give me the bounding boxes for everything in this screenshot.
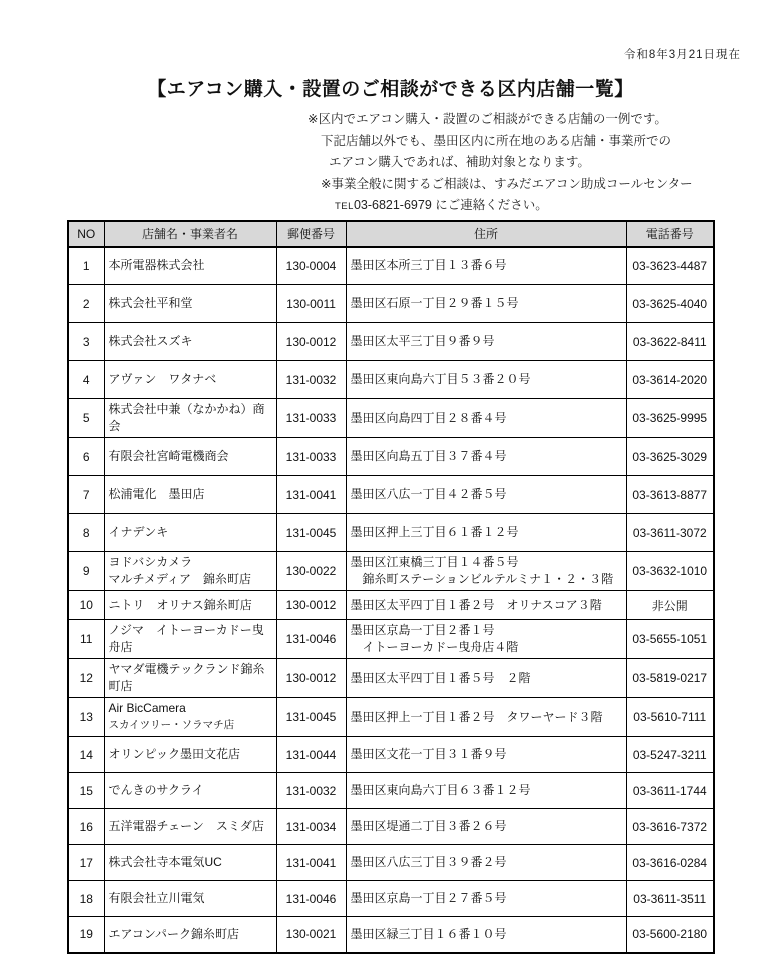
cell-postal-code: 131-0033 bbox=[276, 438, 346, 476]
table-row bbox=[68, 591, 714, 620]
cell-phone: 03-5600-2180 bbox=[626, 917, 714, 953]
table-row bbox=[68, 514, 714, 552]
date-note: 令和8年3月21日現在 bbox=[623, 49, 741, 61]
cell-postal-code: 130-0012 bbox=[276, 323, 346, 361]
cell-no: 19 bbox=[68, 917, 104, 953]
table-row bbox=[68, 552, 714, 591]
table-row bbox=[68, 737, 714, 773]
cell-postal-code: 130-0021 bbox=[276, 917, 346, 953]
table-row bbox=[68, 438, 714, 476]
cell-postal-code: 131-0034 bbox=[276, 809, 346, 845]
cell-phone: 03-5819-0217 bbox=[626, 659, 714, 698]
cell-postal-code: 131-0045 bbox=[276, 698, 346, 737]
cell-no: 1 bbox=[68, 247, 104, 285]
cell-store-name: アヴァン ワタナベ bbox=[104, 361, 276, 399]
cell-phone: 03-3625-3029 bbox=[626, 438, 714, 476]
tel-number: 03-6821-6979 にご連絡ください。 bbox=[353, 198, 548, 212]
header-cell-address: 住所 bbox=[346, 221, 626, 247]
cell-store-name: ノジマ イトーヨーカドー曳舟店 bbox=[104, 620, 276, 659]
cell-no: 2 bbox=[68, 285, 104, 323]
cell-phone: 03-3614-2020 bbox=[626, 361, 714, 399]
cell-no: 4 bbox=[68, 361, 104, 399]
table-row bbox=[68, 659, 714, 698]
table-row bbox=[68, 285, 714, 323]
table-row bbox=[68, 323, 714, 361]
cell-address: 墨田区太平三丁目９番９号 bbox=[346, 323, 626, 361]
cell-postal-code: 130-0012 bbox=[276, 591, 346, 620]
table-row bbox=[68, 917, 714, 953]
table-row bbox=[68, 809, 714, 845]
store-table-body bbox=[68, 247, 714, 953]
cell-no: 13 bbox=[68, 698, 104, 737]
cell-store-name: 有限会社立川電気 bbox=[104, 881, 276, 917]
cell-address: 墨田区石原一丁目２９番１５号 bbox=[346, 285, 626, 323]
cell-no: 16 bbox=[68, 809, 104, 845]
cell-postal-code: 131-0045 bbox=[276, 514, 346, 552]
cell-store-name: 本所電器株式会社 bbox=[104, 247, 276, 285]
cell-no: 5 bbox=[68, 399, 104, 438]
cell-postal-code: 131-0032 bbox=[276, 773, 346, 809]
cell-no: 10 bbox=[68, 591, 104, 620]
cell-address: 墨田区緑三丁目１６番１０号 bbox=[346, 917, 626, 953]
note-line-3: エアコン購入であれば、補助対象となります。 bbox=[329, 155, 590, 169]
cell-postal-code: 131-0046 bbox=[276, 620, 346, 659]
cell-no: 8 bbox=[68, 514, 104, 552]
header-cell-name: 店舗名・事業者名 bbox=[104, 221, 276, 247]
cell-address: 墨田区向島四丁目２８番４号 bbox=[346, 399, 626, 438]
cell-address: 墨田区京島一丁目２番１号 イトーヨーカドー曳舟店４階 bbox=[346, 620, 626, 659]
cell-no: 14 bbox=[68, 737, 104, 773]
cell-postal-code: 130-0012 bbox=[276, 659, 346, 698]
cell-no: 15 bbox=[68, 773, 104, 809]
cell-postal-code: 131-0044 bbox=[276, 737, 346, 773]
table-row bbox=[68, 773, 714, 809]
tel-label: TEL bbox=[335, 201, 354, 212]
table-row bbox=[68, 881, 714, 917]
cell-phone: 03-3622-8411 bbox=[626, 323, 714, 361]
cell-store-name: 株式会社寺本電気UC bbox=[104, 845, 276, 881]
cell-address: 墨田区押上一丁目１番２号 タワーヤード３階 bbox=[346, 698, 626, 737]
cell-store-name: ヨドバシカメラ マルチメディア 錦糸町店 bbox=[104, 552, 276, 591]
cell-postal-code: 131-0032 bbox=[276, 361, 346, 399]
header-cell-phone: 電話番号 bbox=[626, 221, 714, 247]
cell-address: 墨田区堤通二丁目３番２６号 bbox=[346, 809, 626, 845]
cell-postal-code: 131-0041 bbox=[276, 845, 346, 881]
header-cell-postal: 郵便番号 bbox=[276, 221, 346, 247]
cell-address: 墨田区本所三丁目１３番６号 bbox=[346, 247, 626, 285]
cell-phone: 03-3625-9995 bbox=[626, 399, 714, 438]
cell-address: 墨田区京島一丁目２７番５号 bbox=[346, 881, 626, 917]
cell-address: 墨田区八広一丁目４２番５号 bbox=[346, 476, 626, 514]
table-row bbox=[68, 620, 714, 659]
table-row bbox=[68, 361, 714, 399]
table-row bbox=[68, 399, 714, 438]
cell-store-name: でんきのサクライ bbox=[104, 773, 276, 809]
cell-store-name: 五洋電器チェーン スミダ店 bbox=[104, 809, 276, 845]
cell-phone: 03-3625-4040 bbox=[626, 285, 714, 323]
cell-address: 墨田区東向島六丁目６３番１２号 bbox=[346, 773, 626, 809]
cell-phone: 03-5247-3211 bbox=[626, 737, 714, 773]
cell-postal-code: 130-0022 bbox=[276, 552, 346, 591]
table-row bbox=[68, 698, 714, 737]
cell-postal-code: 131-0033 bbox=[276, 399, 346, 438]
cell-phone: 03-3611-3072 bbox=[626, 514, 714, 552]
cell-no: 17 bbox=[68, 845, 104, 881]
note-line-4: ※事業全般に関するご相談は、すみだエアコン助成コールセンター bbox=[321, 176, 693, 191]
cell-phone: 03-3611-3511 bbox=[626, 881, 714, 917]
cell-phone: 03-5655-1051 bbox=[626, 620, 714, 659]
cell-address: 墨田区江東橋三丁目１４番５号 錦糸町ステーションビルテルミナ１・２・３階 bbox=[346, 552, 626, 591]
cell-no: 12 bbox=[68, 659, 104, 698]
cell-store-name: 株式会社スズキ bbox=[104, 323, 276, 361]
cell-phone: 03-3623-4487 bbox=[626, 247, 714, 285]
cell-store-name: オリンピック墨田文花店 bbox=[104, 737, 276, 773]
cell-no: 18 bbox=[68, 881, 104, 917]
table-row bbox=[68, 247, 714, 285]
cell-postal-code: 131-0046 bbox=[276, 881, 346, 917]
cell-postal-code: 130-0011 bbox=[276, 285, 346, 323]
cell-address: 墨田区押上三丁目６１番１２号 bbox=[346, 514, 626, 552]
cell-store-name: イナデンキ bbox=[104, 514, 276, 552]
cell-phone: 03-3616-0284 bbox=[626, 845, 714, 881]
cell-address: 墨田区東向島六丁目５３番２０号 bbox=[346, 361, 626, 399]
cell-store-name: 株式会社平和堂 bbox=[104, 285, 276, 323]
cell-store-name: 松浦電化 墨田店 bbox=[104, 476, 276, 514]
cell-store-name: エアコンパーク錦糸町店 bbox=[104, 917, 276, 953]
cell-no: 3 bbox=[68, 323, 104, 361]
cell-store-name: Air BicCamera スカイツリー・ソラマチ店 bbox=[104, 698, 276, 737]
cell-phone: 03-5610-7111 bbox=[626, 698, 714, 737]
cell-address: 墨田区文花一丁目３１番９号 bbox=[346, 737, 626, 773]
header-cell-no: NO bbox=[68, 221, 104, 247]
cell-phone: 03-3613-8877 bbox=[626, 476, 714, 514]
cell-address: 墨田区向島五丁目３７番４号 bbox=[346, 438, 626, 476]
cell-phone: 非公開 bbox=[626, 591, 714, 620]
table-row bbox=[68, 845, 714, 881]
cell-store-name: ヤマダ電機テックランド錦糸町店 bbox=[104, 659, 276, 698]
cell-no: 6 bbox=[68, 438, 104, 476]
note-line-2: 下記店舗以外でも、墨田区内に所在地のある店舗・事業所での bbox=[321, 133, 672, 148]
cell-postal-code: 131-0041 bbox=[276, 476, 346, 514]
store-table bbox=[67, 220, 715, 954]
note-line-1: ※区内でエアコン購入・設置のご相談ができる店舗の一例です。 bbox=[308, 112, 667, 126]
table-row bbox=[68, 476, 714, 514]
cell-address: 墨田区八広三丁目３９番２号 bbox=[346, 845, 626, 881]
cell-no: 9 bbox=[68, 552, 104, 591]
cell-postal-code: 130-0004 bbox=[276, 247, 346, 285]
cell-address: 墨田区太平四丁目１番２号 オリナスコア３階 bbox=[346, 591, 626, 620]
cell-no: 7 bbox=[68, 476, 104, 514]
table-header-row bbox=[68, 221, 714, 247]
cell-store-name: 株式会社中兼（なかかね）商会 bbox=[104, 399, 276, 438]
cell-store-name: 有限会社宮崎電機商会 bbox=[104, 438, 276, 476]
cell-phone: 03-3616-7372 bbox=[626, 809, 714, 845]
page-title: 【エアコン購入・設置のご相談ができる区内店舗一覧】 bbox=[147, 79, 634, 100]
cell-address: 墨田区太平四丁目１番５号 ２階 bbox=[346, 659, 626, 698]
note-line-5 bbox=[308, 195, 781, 218]
notes bbox=[308, 109, 781, 218]
cell-no: 11 bbox=[68, 620, 104, 659]
cell-phone: 03-3632-1010 bbox=[626, 552, 714, 591]
cell-phone: 03-3611-1744 bbox=[626, 773, 714, 809]
cell-store-name: ニトリ オリナス錦糸町店 bbox=[104, 591, 276, 620]
